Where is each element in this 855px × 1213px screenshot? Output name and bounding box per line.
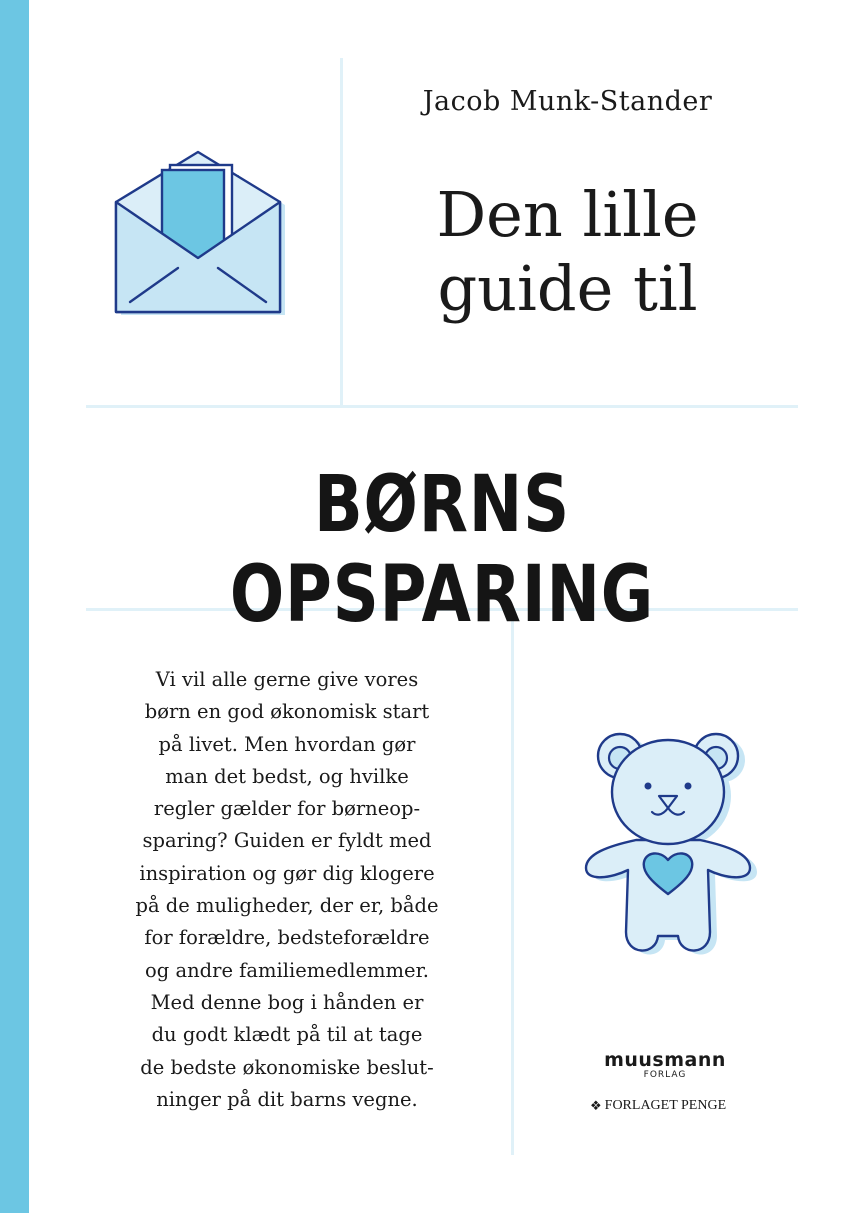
- divider-vertical-top: [340, 58, 343, 406]
- blurb-line: for forældre, bedsteforældre: [144, 926, 430, 950]
- blurb-line: børn en god økonomisk start: [144, 700, 430, 724]
- publisher-mark-icon: ❖: [590, 1098, 602, 1113]
- publisher-logo-forlaget-penge: [590, 1098, 750, 1114]
- subtitle: [345, 178, 790, 326]
- teddy-bear-icon: [578, 722, 758, 962]
- divider-horizontal-top: [86, 405, 798, 408]
- blurb-line: du godt klædt på til at tage: [151, 1023, 423, 1047]
- envelope-icon: [112, 150, 290, 320]
- blurb-line: Med denne bog i hånden er: [150, 990, 424, 1014]
- subtitle-line: Den lille: [436, 178, 699, 251]
- blurb-line: og andre familiemedlemmer.: [145, 958, 429, 982]
- blurb-text: [100, 664, 474, 1116]
- divider-vertical-bottom: [511, 610, 514, 1155]
- publisher-logo-muusmann: muusmann: [604, 1049, 726, 1071]
- blurb-line: regler gælder for børneop-: [153, 797, 421, 821]
- cover-spine: [0, 0, 29, 1213]
- blurb-line: på de muligheder, der er, både: [135, 894, 439, 918]
- publisher-logo-muusmann-sub: FORLAG: [643, 1070, 687, 1080]
- blurb-line: på livet. Men hvordan gør: [158, 732, 416, 756]
- blurb-line: Vi vil alle gerne give vores: [155, 668, 419, 691]
- blurb-line: sparing? Guiden er fyldt med: [142, 829, 432, 853]
- book-title: BØRNS OPSPARING: [229, 460, 655, 640]
- author-name: Jacob Munk-Stander: [422, 86, 713, 117]
- blurb-line: ninger på dit barns vegne.: [156, 1087, 418, 1111]
- blurb-line: inspiration og gør dig klogere: [139, 861, 435, 885]
- subtitle-line: guide til: [437, 252, 698, 325]
- blurb-line: man det bedst, og hvilke: [165, 764, 409, 788]
- blurb-line: de bedste økonomiske beslut-: [140, 1055, 434, 1079]
- publisher-secondary-name: FORLAGET PENGE: [604, 1098, 727, 1113]
